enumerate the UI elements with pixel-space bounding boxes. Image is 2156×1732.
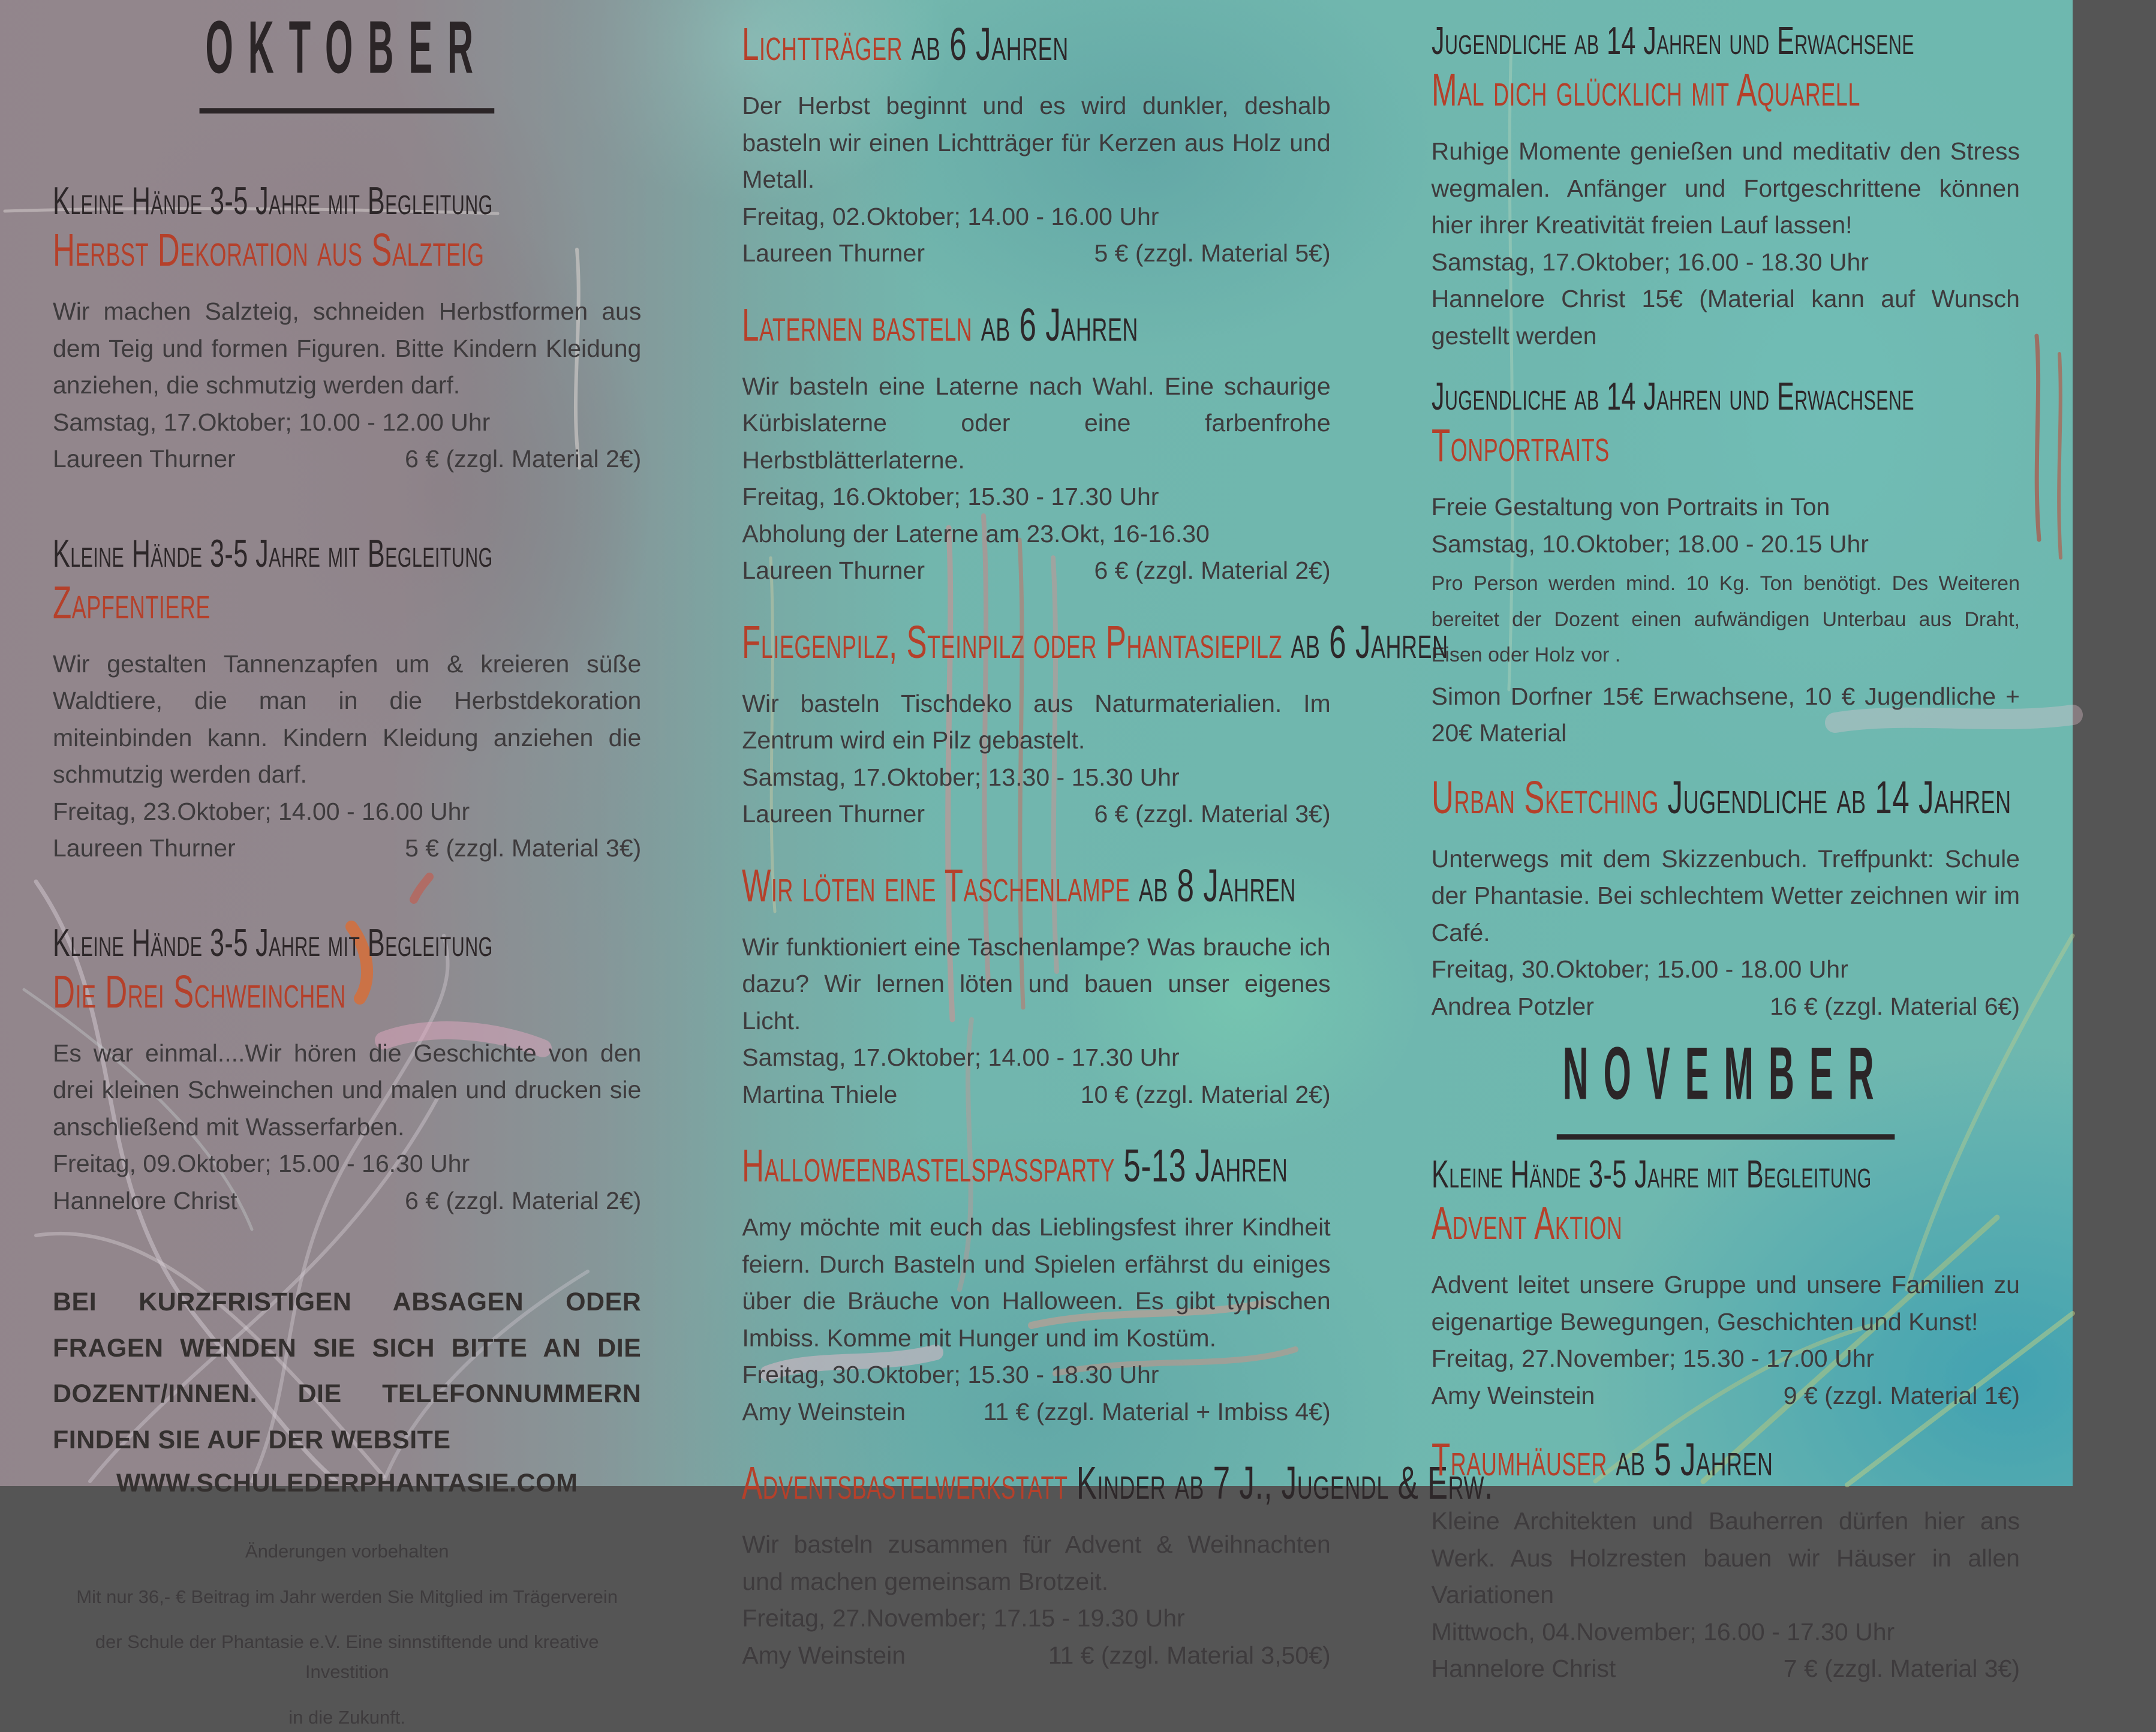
course-title: Halloweenbastelspassparty <box>742 1139 1115 1191</box>
course-price: 6 € (zzgl. Material 2€) <box>1094 552 1330 590</box>
instructor-name: Laureen Thurner <box>53 441 236 478</box>
course-title-suffix: ab 6 Jahren <box>1291 616 1448 667</box>
course-description: Wir basteln eine Laterne nach Wahl. Eine schaurige Kürbislaterne oder eine farbenfrohe Herbstblätterlaterne. <box>742 368 1330 479</box>
month-header-october <box>53 25 641 109</box>
course-instructor-price-row <box>1432 988 2020 1026</box>
course-instructor-price-row <box>742 796 1330 833</box>
course-aquarell <box>1432 25 2020 354</box>
course-title-suffix: ab 6 Jahren <box>981 299 1138 350</box>
course-title-suffix: ab 8 Jahren <box>1139 859 1296 911</box>
course-price: 16 € (zzgl. Material 6€) <box>1770 988 2020 1026</box>
course-audience: Kleine Hände 3-5 Jahre mit Begleitung <box>53 179 493 222</box>
course-date: Samstag, 17.Oktober; 16.00 - 18.30 Uhr <box>1432 244 2020 281</box>
course-date: Freitag, 16.Oktober; 15.30 - 17.30 Uhr <box>742 479 1330 516</box>
course-instructor-price-row <box>1432 1378 2020 1415</box>
column-right <box>1432 25 2020 1486</box>
course-title-suffix: Kinder ab 7 J., Jugendl & Erw. <box>1077 1457 1493 1508</box>
course-price: 6 € (zzgl. Material 2€) <box>405 441 641 478</box>
course-title: Zapfentiere <box>53 576 211 628</box>
cancellation-notice: BEI KURZFRISTIGEN ABSAGEN ODER FRAGEN WENDEN SIE SICH BITTE AN DIE DOZENT/INNEN. DIE TELEFONNUMMERN FINDEN SIE AUF DER WEBSITE <box>53 1279 641 1463</box>
course-description: Advent leitet unsere Gruppe und unsere Familien zu eigenartige Bewegungen, Geschichten und Kunst! <box>1432 1267 2020 1340</box>
course-zapfentiere <box>53 538 641 867</box>
course-audience: Jugendliche ab 14 Jahren und Erwachsene <box>1432 375 1914 418</box>
course-fliegenpilz <box>742 623 1330 833</box>
course-price: 6 € (zzgl. Material 3€) <box>1094 796 1330 833</box>
instructor-name: Hannelore Christ <box>53 1183 237 1220</box>
fine-print-line: Änderungen vorbehalten <box>53 1536 641 1566</box>
course-date: Freitag, 27.November; 17.15 - 19.30 Uhr <box>742 1600 1330 1637</box>
course-herbst-dekoration <box>53 185 641 478</box>
course-instructor-price: Simon Dorfner 15€ Erwachsene, 10 € Jugendliche + 20€ Material <box>1432 678 2020 752</box>
course-instructor-price-row <box>742 552 1330 590</box>
month-title-november: NOVEMBER <box>1556 1032 1895 1140</box>
course-instructor-price-row <box>1432 1650 2020 1688</box>
month-header-november <box>1432 1051 2020 1135</box>
course-date: Freitag, 23.Oktober; 14.00 - 16.00 Uhr <box>53 793 641 831</box>
course-description: Wir basteln zusammen für Advent & Weihnachten und machen gemeinsam Brotzeit. <box>742 1526 1330 1600</box>
course-title: Advent Aktion <box>1432 1197 1622 1249</box>
course-title-suffix: 5-13 Jahren <box>1124 1139 1288 1191</box>
course-description: Unterwegs mit dem Skizzenbuch. Treffpunkt: Schule der Phantasie. Bei schlechtem Wetter zeichnen wir im Café. <box>1432 841 2020 952</box>
course-date: Freitag, 30.Oktober; 15.00 - 18.00 Uhr <box>1432 951 2020 988</box>
course-title-suffix: ab 6 Jahren <box>912 18 1069 70</box>
course-date: Freitag, 09.Oktober; 15.00 - 16.30 Uhr <box>53 1145 641 1183</box>
column-october <box>53 25 641 1486</box>
instructor-name: Amy Weinstein <box>742 1637 906 1674</box>
course-title: Herbst Dekoration aus Salzteig <box>53 224 485 275</box>
course-description: Kleine Architekten und Bauherren dürfen hier ans Werk. Aus Holzresten bauen wir Häuser in allen Variationen <box>1432 1503 2020 1614</box>
instructor-name: Laureen Thurner <box>53 830 236 867</box>
instructor-name: Amy Weinstein <box>742 1394 906 1431</box>
course-title: Traumhäuser <box>1432 1433 1607 1485</box>
course-advent-aktion <box>1432 1159 2020 1414</box>
course-date: Samstag, 17.Oktober; 13.30 - 15.30 Uhr <box>742 759 1330 796</box>
course-instructor-price-row <box>742 1394 1330 1431</box>
course-lichttraeger <box>742 25 1330 272</box>
course-audience: Jugendliche ab 14 Jahren und Erwachsene <box>1432 19 1914 62</box>
course-description: Freie Gestaltung von Portraits in Ton <box>1432 489 2020 526</box>
course-title: Die Drei Schweinchen <box>53 966 346 1017</box>
course-title-suffix: Jugendliche ab 14 Jahren <box>1667 771 2011 823</box>
course-instructor-price: Hannelore Christ 15€ (Material kann auf Wunsch gestellt werden <box>1432 281 2020 354</box>
course-note: Pro Person werden mind. 10 Kg. Ton benötigt. Des Weiteren bereitet der Dozent einen aufwändigen Unterbau aus Draht, Eisen oder Holz vor . <box>1432 566 2020 673</box>
course-title: Laternen basteln <box>742 299 972 350</box>
course-audience: Kleine Hände 3-5 Jahre mit Begleitung <box>53 532 493 575</box>
course-title: Mal dich glücklich mit Aquarell <box>1432 64 1860 115</box>
instructor-name: Andrea Potzler <box>1432 988 1594 1026</box>
course-title-suffix: ab 5 Jahren <box>1616 1433 1773 1485</box>
course-adventsbastelwerkstatt <box>742 1464 1330 1674</box>
instructor-name: Hannelore Christ <box>1432 1650 1616 1688</box>
fine-print-line: in die Zukunft. <box>53 1703 641 1732</box>
course-title: Wir löten eine Taschenlampe <box>742 859 1130 911</box>
course-description: Amy möchte mit euch das Lieblingsfest ihrer Kindheit feiern. Durch Basteln und Spielen erfährst du einiges über die Bräuche von Halloween. Es gibt typischen Imbiss. Komme mit Hunger und im Kostüm. <box>742 1209 1330 1357</box>
course-instructor-price-row <box>742 1637 1330 1674</box>
instructor-name: Laureen Thurner <box>742 552 925 590</box>
course-instructor-price-row <box>53 1183 641 1220</box>
course-description: Ruhige Momente genießen und meditativ den Stress wegmalen. Anfänger und Fortgeschrittene können hier ihrer Kreativität freien Lauf lassen! <box>1432 133 2020 244</box>
instructor-name: Laureen Thurner <box>742 235 925 272</box>
course-price: 7 € (zzgl. Material 3€) <box>1784 1650 2020 1688</box>
course-instructor-price-row <box>742 1077 1330 1114</box>
course-price: 5 € (zzgl. Material 5€) <box>1094 235 1330 272</box>
course-description: Wir basteln Tischdeko aus Naturmaterialien. Im Zentrum wird ein Pilz gebastelt. <box>742 685 1330 759</box>
course-date: Samstag, 10.Oktober; 18.00 - 20.15 Uhr <box>1432 526 2020 563</box>
course-date: Freitag, 27.November; 15.30 - 17.00 Uhr <box>1432 1340 2020 1378</box>
course-date: Samstag, 17.Oktober; 14.00 - 17.30 Uhr <box>742 1039 1330 1077</box>
course-price: 6 € (zzgl. Material 2€) <box>405 1183 641 1220</box>
course-laternen-basteln <box>742 306 1330 590</box>
course-pickup-note: Abholung der Laterne am 23.Okt, 16-16.30 <box>742 516 1330 553</box>
course-drei-schweinchen <box>53 927 641 1220</box>
course-date: Mittwoch, 04.November; 16.00 - 17.30 Uhr <box>1432 1614 2020 1651</box>
course-price: 10 € (zzgl. Material 2€) <box>1081 1077 1331 1114</box>
course-description: Der Herbst beginnt und es wird dunkler, deshalb basteln wir einen Lichtträger für Kerzen aus Holz und Metall. <box>742 88 1330 199</box>
course-date: Freitag, 02.Oktober; 14.00 - 16.00 Uhr <box>742 199 1330 236</box>
course-traumhaeuser <box>1432 1441 2020 1688</box>
course-title: Urban Sketching <box>1432 771 1659 823</box>
course-instructor-price-row <box>53 830 641 867</box>
course-taschenlampe <box>742 867 1330 1114</box>
fine-print-line: Mit nur 36,- € Beitrag im Jahr werden Sie Mitglied im Trägerverein <box>53 1582 641 1612</box>
course-instructor-price-row <box>53 441 641 478</box>
course-date: Samstag, 17.Oktober; 10.00 - 12.00 Uhr <box>53 404 641 441</box>
course-description: Es war einmal....Wir hören die Geschichte von den drei kleinen Schweinchen und malen und drucken sie anschließend mit Wasserfarben. <box>53 1035 641 1146</box>
course-price: 11 € (zzgl. Material + Imbiss 4€) <box>984 1394 1331 1431</box>
fine-print-line: der Schule der Phantasie e.V. Eine sinnstiftende und kreative Investition <box>53 1627 641 1686</box>
course-urban-sketching <box>1432 778 2020 1026</box>
instructor-name: Martina Thiele <box>742 1077 897 1114</box>
course-audience: Kleine Hände 3-5 Jahre mit Begleitung <box>1432 1153 1872 1196</box>
course-description: Wir machen Salzteig, schneiden Herbstformen aus dem Teig und formen Figuren. Bitte Kindern Kleidung anziehen, die schmutzig werden darf. <box>53 293 641 404</box>
month-title-october: OKTOBER <box>200 5 494 114</box>
course-price: 11 € (zzgl. Material 3,50€) <box>1048 1637 1331 1674</box>
course-date: Freitag, 30.Oktober; 15.30 - 18.30 Uhr <box>742 1357 1330 1394</box>
website-url: WWW.SCHULEDERPHANTASIE.COM <box>53 1469 641 1498</box>
course-description: Wir funktioniert eine Taschenlampe? Was brauche ich dazu? Wir lernen löten und bauen unser eigenes Licht. <box>742 929 1330 1040</box>
instructor-name: Laureen Thurner <box>742 796 925 833</box>
instructor-name: Amy Weinstein <box>1432 1378 1595 1415</box>
course-halloween-party <box>742 1147 1330 1430</box>
course-title: Tonportraits <box>1432 419 1610 471</box>
course-title: Adventsbastelwerkstatt <box>742 1457 1068 1508</box>
course-instructor-price-row <box>742 235 1330 272</box>
course-tonportraits <box>1432 381 2020 752</box>
course-price: 5 € (zzgl. Material 3€) <box>405 830 641 867</box>
fine-print <box>53 1536 641 1732</box>
course-title: Lichtträger <box>742 18 903 70</box>
course-price: 9 € (zzgl. Material 1€) <box>1784 1378 2020 1415</box>
course-audience: Kleine Hände 3-5 Jahre mit Begleitung <box>53 921 493 964</box>
column-middle <box>742 25 1330 1486</box>
course-description: Wir gestalten Tannenzapfen um & kreieren süße Waldtiere, die man in die Herbstdekoration miteinbinden kann. Kindern Kleidung anziehen die schmutzig werden darf. <box>53 646 641 793</box>
course-title: Fliegenpilz, Steinpilz oder Phantasiepilz <box>742 616 1282 667</box>
